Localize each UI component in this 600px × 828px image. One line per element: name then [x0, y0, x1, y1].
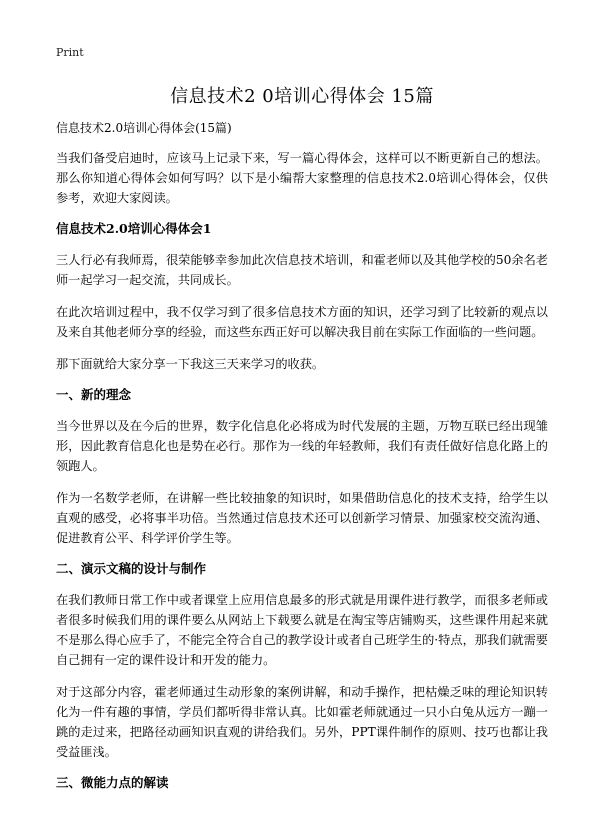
- paragraph-5: 作为一名数学老师，在讲解一些比较抽象的知识时，如果借助信息化的技术支持，给学生以直观的感受，必将事半功倍。当然通过信息技术还可以创新学习情景、加强家校交流沟通、促进教育公平、科学评价学生等。: [56, 491, 548, 545]
- print-link[interactable]: Print: [56, 46, 84, 59]
- document-body: [56, 120, 548, 804]
- document-subtitle: 信息技术2.0培训心得体会(15篇): [56, 121, 232, 135]
- paragraph-6: 在我们教师日常工作中或者课堂上应用信息最多的形式就是用课件进行教学，而很多老师或者很多时候我们用的课件要么从网站上下载要么就是在淘宝等店铺购买，这些课件用起来就不是那么得心应手了，不能完全符合自己的教学设计或者自己班学生的·特点，那我们就需要自己拥有一定的课件设计和开发的能力。: [56, 593, 548, 667]
- paragraph-3: 那下面就给大家分享一下我这三天来学习的收获。: [56, 357, 325, 371]
- section-heading-1: 信息技术2.0培训心得体会1: [56, 221, 212, 236]
- paragraph-2: 在此次培训过程中，我不仅学习到了很多信息技术方面的知识，还学习到了比较新的观点以及来自其他老师分享的经验，而这些东西正好可以解决我目前在实际工作面临的一些问题。: [56, 305, 548, 339]
- document-title: 信息技术2 0培训心得体会 15篇: [170, 86, 434, 107]
- intro-paragraph: 当我们备受启迪时，应该马上记录下来，写一篇心得体会，这样可以不断更新自己的想法。那么你知道心得体会如何写吗？以下是小编帮大家整理的信息技术2.0培训心得体会，仅供参考，欢迎大家阅读。: [56, 151, 548, 205]
- heading-new-concept: 一、新的理念: [56, 387, 132, 402]
- paragraph-4: 当今世界以及在今后的世界，数字化信息化必将成为时代发展的主题，万物互联已经出现雏形，因此教育信息化也是势在必行。那作为一线的年轻教师，我们有责任做好信息化路上的领跑人。: [56, 419, 548, 473]
- heading-presentation-design: 二、演示文稿的设计与制作: [56, 561, 207, 576]
- paragraph-1: 三人行必有我师焉，很荣能够幸参加此次信息技术培训，和霍老师以及其他学校的50余名老师一起学习一起交流，共同成长。: [56, 253, 548, 287]
- paragraph-7: 对于这部分内容，霍老师通过生动形象的案例讲解，和动手操作，把枯燥乏味的理论知识转化为一件有趣的事情，学员们都听得非常认真。比如霍老师就通过一只小白兔从远方一蹦一跳的走过来，把路径动画知识直观的讲给我们。另外，PPT课件制作的原则、技巧也都让我受益匪浅。: [56, 685, 548, 759]
- heading-micro-ability: 三、微能力点的解读: [56, 775, 169, 790]
